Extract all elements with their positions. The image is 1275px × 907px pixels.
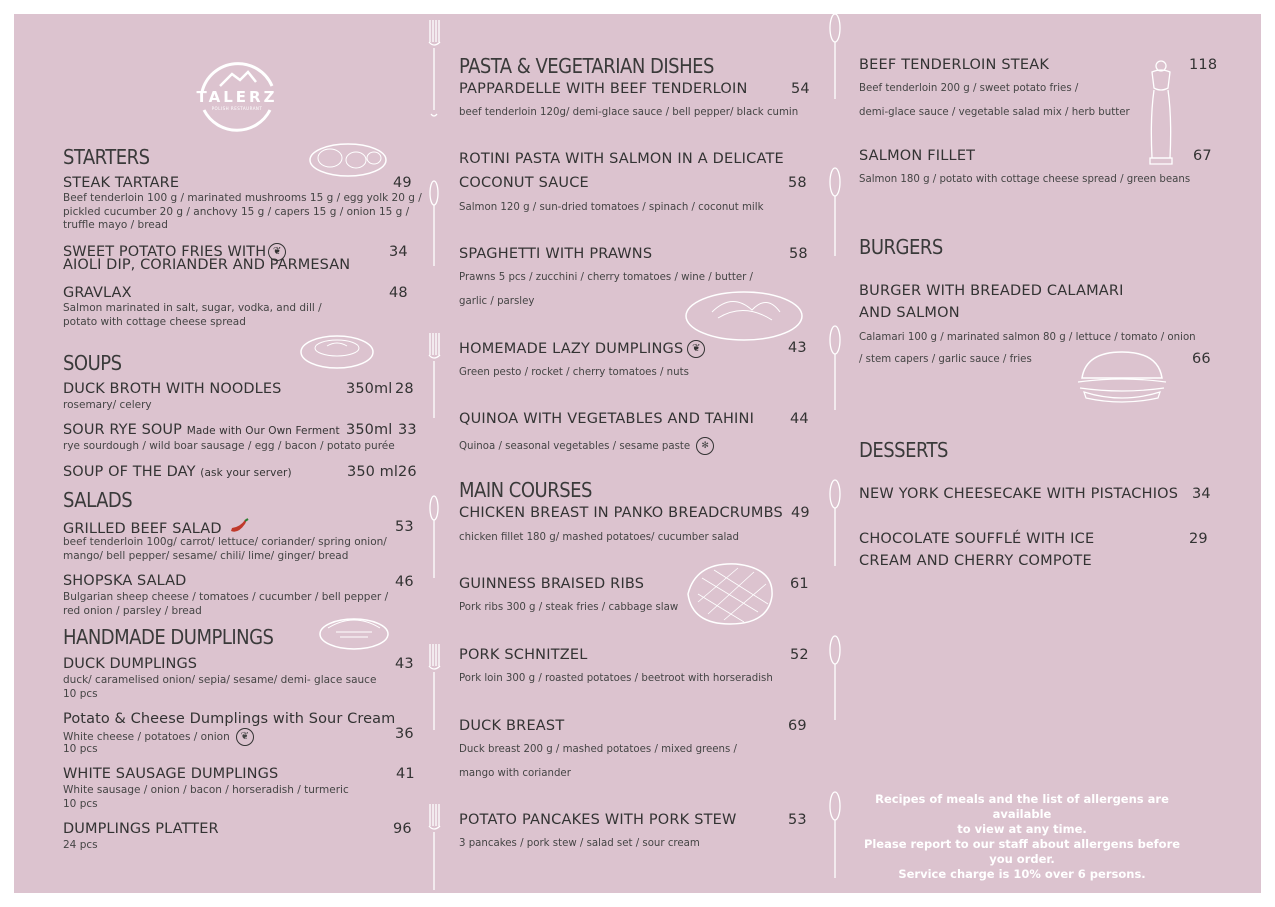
- item-name-text: GRILLED BEEF SALAD: [63, 521, 222, 537]
- item-name-text: SOUP OF THE DAY: [63, 464, 196, 480]
- item-name-text: HOMEMADE LAZY DUMPLINGS: [459, 341, 684, 357]
- item-price-gravlax: 48: [389, 285, 408, 301]
- item-price-potato-cheese-dumplings: 36: [395, 726, 414, 742]
- item-name-quinoa: QUINOA WITH VEGETABLES AND TAHINI: [459, 411, 755, 427]
- service-charge-line: Service charge is 10% over 6 persons.: [898, 867, 1146, 881]
- item-desc-line: demi-glace sauce / vegetable salad mix / herb butter: [859, 107, 1130, 118]
- item-price-quinoa: 44: [790, 411, 809, 427]
- item-price-sweet-potato-fries: 34: [389, 244, 408, 260]
- item-desc-line: White sausage / onion / bacon / horseradish / turmeric: [63, 784, 349, 796]
- item-price-pork-schnitzel: 52: [790, 647, 809, 663]
- item-size-duck-broth: 350ml: [346, 381, 393, 397]
- section-title-pasta: PASTA & VEGETARIAN DISHES: [459, 54, 714, 78]
- item-name-line-2: AND SALMON: [859, 305, 960, 321]
- item-size-sour-rye-soup: 350ml: [346, 422, 393, 438]
- logo-name: TALERZ: [196, 88, 278, 106]
- section-title-salads: SALADS: [63, 488, 133, 512]
- item-price-shopska-salad: 46: [395, 574, 414, 590]
- item-price-sour-rye-soup: 33: [398, 422, 417, 438]
- item-name-line-2: AIOLI DIP, CORIANDER AND PARMESAN: [63, 257, 351, 273]
- item-price-dumplings-platter: 96: [393, 821, 412, 837]
- section-title-mains: MAIN COURSES: [459, 478, 592, 502]
- item-desc-line: / stem capers / garlic sauce / fries: [859, 354, 1032, 365]
- item-price-chicken-panko: 49: [791, 505, 810, 521]
- item-desc-text: Quinoa / seasonal vegetables / sesame paste: [459, 441, 691, 452]
- menu-sheet: [14, 14, 1261, 893]
- item-price-soup-of-the-day: 26: [398, 464, 417, 480]
- item-price-duck-breast: 69: [788, 718, 807, 734]
- item-name-line-2: CREAM AND CHERRY COMPOTE: [859, 553, 1092, 569]
- item-desc-line: 24 pcs: [63, 839, 98, 851]
- item-name-line-2: COCONUT SAUCE: [459, 175, 589, 191]
- item-name-guinness-ribs: GUINNESS BRAISED RIBS: [459, 576, 645, 592]
- allergen-notice-line: to view at any time.: [957, 822, 1087, 836]
- ribs-steak-sketch: [678, 554, 784, 636]
- item-name-spaghetti-prawns: SPAGHETTI WITH PRAWNS: [459, 246, 653, 262]
- item-name-dumplings-platter: DUMPLINGS PLATTER: [63, 821, 219, 837]
- item-desc-line: duck/ caramelised onion/ sepia/ sesame/ demi- glace sauce: [63, 674, 377, 686]
- item-price-beef-tenderloin-steak: 118: [1189, 57, 1218, 73]
- vegan-leaf-icon: ❦: [268, 243, 286, 261]
- item-desc-line: potato with cottage cheese spread: [63, 315, 246, 328]
- section-title-dumplings: HANDMADE DUMPLINGS: [63, 625, 274, 649]
- item-desc-line: pickled cucumber 20 g / anchovy 15 g / capers 15 g / onion 15 g /: [63, 205, 410, 218]
- item-desc-line: Bulgarian sheep cheese / tomatoes / cucumber / bell pepper /: [63, 591, 389, 603]
- item-price-lazy-dumplings: 43: [788, 340, 807, 356]
- salad-sketch: [314, 604, 394, 656]
- item-desc-line: Beef tenderloin 200 g / sweet potato fries /: [859, 83, 1079, 94]
- item-desc-line: mango/ bell pepper/ sesame/ chili/ lime/ ginger/ bread: [63, 549, 349, 562]
- item-name-pork-schnitzel: PORK SCHNITZEL: [459, 647, 588, 663]
- item-name-potato-cheese-dumplings: Potato & Cheese Dumplings with Sour Cream: [63, 711, 396, 727]
- item-name-beef-tenderloin-steak: BEEF TENDERLOIN STEAK: [859, 57, 1050, 73]
- item-name-sour-rye-soup: [63, 422, 340, 438]
- item-desc-line: Pork ribs 300 g / steak fries / cabbage slaw: [459, 602, 679, 613]
- soup-bowl-sketch: [297, 326, 377, 378]
- section-title-burgers: BURGERS: [859, 235, 943, 259]
- item-price-chocolate-souffle: 29: [1189, 531, 1208, 547]
- item-name-salmon-fillet: SALMON FILLET: [859, 148, 976, 164]
- item-name-lazy-dumplings: [459, 340, 705, 358]
- item-desc-line: Beef tenderloin 100 g / marinated mushrooms 15 g / egg yolk 20 g /: [63, 192, 422, 204]
- section-title-starters: STARTERS: [63, 145, 150, 169]
- item-desc-line: Duck breast 200 g / mashed potatoes / mixed greens /: [459, 744, 737, 755]
- item-price-ny-cheesecake: 34: [1192, 486, 1211, 502]
- item-name-soup-of-the-day: [63, 464, 292, 480]
- item-price-salmon-fillet: 67: [1193, 148, 1212, 164]
- section-title-desserts: DESSERTS: [859, 438, 948, 462]
- item-desc-line: beef tenderloin 100g/ carrot/ lettuce/ coriander/ spring onion/: [63, 536, 387, 548]
- pepper-mill-sketch: [1144, 58, 1178, 172]
- item-price-potato-pancakes: 53: [788, 812, 807, 828]
- item-desc-line: Salmon marinated in salt, sugar, vodka, and dill /: [63, 302, 322, 314]
- item-desc-line: 10 pcs: [63, 687, 98, 700]
- gluten-free-icon: ✻: [696, 437, 714, 455]
- item-desc-line: 10 pcs: [63, 742, 98, 755]
- item-name-duck-dumplings: DUCK DUMPLINGS: [63, 656, 198, 672]
- item-desc-line: Prawns 5 pcs / zucchini / cherry tomatoes / wine / butter /: [459, 272, 753, 283]
- item-desc-line: Green pesto / rocket / cherry tomatoes / nuts: [459, 367, 689, 378]
- allergen-notice: [852, 792, 1192, 882]
- item-desc-line: truffle mayo / bread: [63, 219, 168, 231]
- item-note: Made with Our Own Ferment: [186, 425, 340, 437]
- item-desc-line: Salmon 180 g / potato with cottage cheese spread / green beans: [859, 174, 1191, 185]
- burger-sketch: [1072, 348, 1172, 410]
- item-price-pappardelle: 54: [791, 81, 810, 97]
- item-name-ny-cheesecake: NEW YORK CHEESECAKE WITH PISTACHIOS: [859, 486, 1179, 502]
- item-desc-line: Salmon 120 g / sun-dried tomatoes / spinach / coconut milk: [459, 202, 764, 213]
- item-price-calamari-burger: 66: [1192, 351, 1211, 367]
- item-name-white-sausage-dumplings: WHITE SAUSAGE DUMPLINGS: [63, 766, 279, 782]
- item-desc-line: rye sourdough / wild boar sausage / egg / bacon / potato purée: [63, 440, 395, 452]
- item-price-steak-tartare: 49: [393, 175, 412, 191]
- item-name-chicken-panko: CHICKEN BREAST IN PANKO BREADCRUMBS: [459, 505, 783, 521]
- item-name-duck-broth: DUCK BROTH WITH NOODLES: [63, 381, 282, 397]
- item-name-pappardelle: PAPPARDELLE WITH BEEF TENDERLOIN: [459, 81, 748, 97]
- item-desc-line: [459, 437, 714, 455]
- item-desc-line: red onion / parsley / bread: [63, 604, 202, 617]
- item-desc-line: 10 pcs: [63, 797, 98, 810]
- item-price-guinness-ribs: 61: [790, 576, 809, 592]
- allergen-notice-line: Recipes of meals and the list of allergens are available: [875, 792, 1169, 821]
- item-desc-text: White cheese / potatoes / onion: [63, 731, 230, 743]
- item-price-duck-dumplings: 43: [395, 656, 414, 672]
- cutlery-divider-right: [826, 14, 844, 893]
- item-desc-line: Calamari 100 g / marinated salmon 80 g / lettuce / tomato / onion: [859, 332, 1196, 343]
- item-price-rotini-pasta: 58: [788, 175, 807, 191]
- item-name-text: SOUR RYE SOUP: [63, 422, 182, 438]
- item-price-duck-broth: 28: [395, 381, 414, 397]
- logo-tagline: POLISH RESTAURANT: [211, 106, 263, 111]
- spaghetti-plate-sketch: [682, 282, 806, 348]
- item-note: (ask your server): [200, 467, 292, 479]
- item-desc-line: 3 pancakes / pork stew / salad set / sour cream: [459, 838, 700, 849]
- item-name-shopska-salad: SHOPSKA SALAD: [63, 573, 187, 589]
- item-desc-line: Pork loin 300 g / roasted potatoes / beetroot with horseradish: [459, 673, 773, 684]
- tartare-sketch: [306, 138, 390, 184]
- item-price-spaghetti-prawns: 58: [789, 246, 808, 262]
- item-name-chocolate-souffle: CHOCOLATE SOUFFLÉ WITH ICE: [859, 531, 1095, 547]
- item-desc-line: mango with coriander: [459, 768, 571, 779]
- section-title-soups: SOUPS: [63, 351, 122, 375]
- item-size-soup-of-the-day: 350 ml: [347, 464, 399, 480]
- cutlery-divider-left: [426, 18, 444, 892]
- item-price-white-sausage-dumplings: 41: [396, 766, 415, 782]
- item-name-calamari-burger: BURGER WITH BREADED CALAMARI: [859, 283, 1124, 299]
- item-desc-line: chicken fillet 180 g/ mashed potatoes/ cucumber salad: [459, 532, 739, 543]
- vegan-leaf-icon: ❦: [236, 728, 254, 746]
- allergen-notice-line: Please report to our staff about allergens before you order.: [863, 837, 1181, 866]
- item-name-steak-tartare: STEAK TARTARE: [63, 175, 180, 191]
- item-name-potato-pancakes: POTATO PANCAKES WITH PORK STEW: [459, 812, 737, 828]
- item-name-duck-breast: DUCK BREAST: [459, 718, 565, 734]
- item-desc-line: beef tenderloin 120g/ demi-glace sauce / bell pepper/ black cumin: [459, 107, 799, 118]
- item-name-rotini-pasta: ROTINI PASTA WITH SALMON IN A DELICATE: [459, 151, 784, 167]
- logo: [190, 56, 284, 140]
- item-name-text: SWEET POTATO FRIES WITH: [63, 244, 267, 260]
- item-price-grilled-beef-salad: 53: [395, 519, 414, 535]
- item-desc-line: rosemary/ celery: [63, 399, 152, 411]
- vegan-leaf-icon: ❦: [687, 340, 705, 358]
- item-desc-line: garlic / parsley: [459, 296, 535, 307]
- item-name-gravlax: GRAVLAX: [63, 285, 132, 301]
